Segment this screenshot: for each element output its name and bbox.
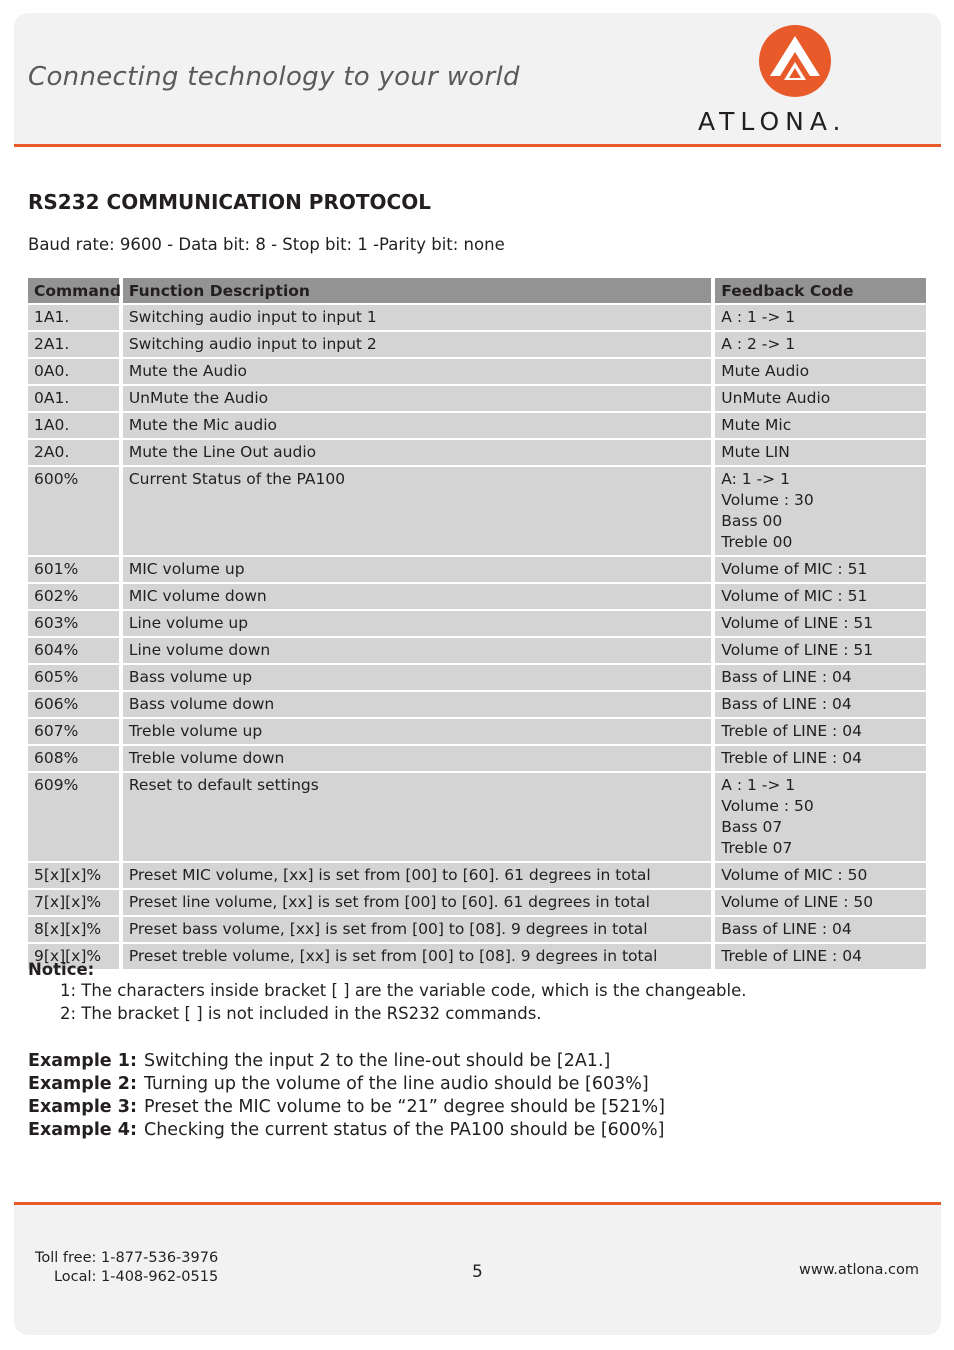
feedback-line: Volume of LINE : 51 [721, 641, 874, 659]
command-cell: 1A0. [28, 413, 119, 438]
command-cell: 607% [28, 719, 119, 744]
feedback-cell [711, 746, 926, 771]
function-cell: Line volume up [119, 611, 711, 636]
feedback-line: Volume : 30 [721, 491, 814, 509]
notice-title: Notice: [28, 960, 95, 979]
feedback-cell [711, 305, 926, 330]
feedback-cell [711, 917, 926, 942]
example-row [28, 1050, 665, 1073]
function-cell: Reset to default settings [119, 773, 711, 861]
feedback-line: A : 2 -> 1 [721, 335, 796, 353]
function-cell: Preset bass volume, [xx] is set from [00] to [08]. 9 degrees in total [119, 917, 711, 942]
command-cell: 608% [28, 746, 119, 771]
notice-block [28, 960, 747, 1025]
feedback-cell [711, 863, 926, 888]
tagline: Connecting technology to your world [28, 62, 520, 92]
table-row [28, 332, 926, 357]
function-cell: Mute the Audio [119, 359, 711, 384]
feedback-line: A: 1 -> 1 [721, 470, 790, 488]
feedback-cell [711, 584, 926, 609]
column-header-function: Function Description [119, 278, 711, 303]
table-row [28, 890, 926, 915]
command-cell: 600% [28, 467, 119, 555]
page-number: 5 [472, 1262, 483, 1282]
feedback-line: Bass of LINE : 04 [721, 668, 852, 686]
feedback-line: Treble 07 [721, 839, 793, 857]
command-cell: 5[x][x]% [28, 863, 119, 888]
function-cell: Switching audio input to input 2 [119, 332, 711, 357]
table-row [28, 917, 926, 942]
function-cell: Treble volume down [119, 746, 711, 771]
table-row [28, 557, 926, 582]
feedback-line: Volume of LINE : 50 [721, 893, 874, 911]
example-row [28, 1119, 665, 1142]
table-row [28, 611, 926, 636]
command-cell: 605% [28, 665, 119, 690]
table-row [28, 638, 926, 663]
function-cell: Bass volume up [119, 665, 711, 690]
notice-item: 1: The characters inside bracket [ ] are the variable code, which is the changeable. [60, 981, 747, 1000]
example-text: Switching the input 2 to the line-out should be [2A1.] [144, 1051, 611, 1071]
feedback-line: Volume of MIC : 51 [721, 587, 868, 605]
feedback-cell [711, 719, 926, 744]
brand-wordmark: ATLONA. [698, 107, 847, 136]
table-row [28, 584, 926, 609]
feedback-line: Treble of LINE : 04 [721, 947, 862, 965]
table-row [28, 305, 926, 330]
command-cell: 0A0. [28, 359, 119, 384]
function-cell: Preset treble volume, [xx] is set from [00] to [08]. 9 degrees in total [119, 944, 711, 969]
command-cell: 8[x][x]% [28, 917, 119, 942]
feedback-cell [711, 611, 926, 636]
example-row [28, 1073, 665, 1096]
command-cell: 1A1. [28, 305, 119, 330]
command-cell: 7[x][x]% [28, 890, 119, 915]
example-text: Checking the current status of the PA100 should be [600%] [144, 1120, 665, 1140]
atlona-logo-icon [758, 24, 832, 98]
command-cell: 601% [28, 557, 119, 582]
table-row [28, 863, 926, 888]
feedback-line: Volume : 50 [721, 797, 814, 815]
section-title: RS232 COMMUNICATION PROTOCOL [28, 190, 431, 214]
command-cell: 9[x][x]% [28, 944, 119, 969]
feedback-cell [711, 692, 926, 717]
command-cell: 604% [28, 638, 119, 663]
function-cell: Bass volume down [119, 692, 711, 717]
function-cell: Preset line volume, [xx] is set from [00] to [60]. 61 degrees in total [119, 890, 711, 915]
command-cell: 2A1. [28, 332, 119, 357]
function-cell: Line volume down [119, 638, 711, 663]
feedback-cell [711, 413, 926, 438]
feedback-line: UnMute Audio [721, 389, 831, 407]
feedback-cell [711, 890, 926, 915]
example-row [28, 1096, 665, 1119]
command-cell: 603% [28, 611, 119, 636]
feedback-line: Bass 00 [721, 512, 783, 530]
example-label: Example 3: [28, 1097, 137, 1117]
command-cell: 609% [28, 773, 119, 861]
function-cell: MIC volume up [119, 557, 711, 582]
table-row [28, 359, 926, 384]
example-text: Turning up the volume of the line audio should be [603%] [144, 1074, 649, 1094]
toll-free-number: Toll free: 1-877-536-3976 [35, 1250, 219, 1266]
table-row [28, 719, 926, 744]
table-row [28, 665, 926, 690]
feedback-line: Treble of LINE : 04 [721, 749, 862, 767]
feedback-line: A : 1 -> 1 [721, 308, 796, 326]
function-cell: Switching audio input to input 1 [119, 305, 711, 330]
table-row [28, 692, 926, 717]
command-cell: 2A0. [28, 440, 119, 465]
command-cell: 602% [28, 584, 119, 609]
feedback-cell [711, 359, 926, 384]
example-label: Example 4: [28, 1120, 137, 1140]
footer-contact [35, 1249, 218, 1287]
table-row [28, 440, 926, 465]
feedback-line: Treble 00 [721, 533, 793, 551]
function-cell: Preset MIC volume, [xx] is set from [00] to [60]. 61 degrees in total [119, 863, 711, 888]
feedback-line: A : 1 -> 1 [721, 776, 796, 794]
feedback-cell [711, 332, 926, 357]
command-cell: 0A1. [28, 386, 119, 411]
feedback-line: Bass of LINE : 04 [721, 695, 852, 713]
table-row [28, 467, 926, 555]
function-cell: Mute the Mic audio [119, 413, 711, 438]
feedback-cell [711, 467, 926, 555]
feedback-line: Bass 07 [721, 818, 783, 836]
local-number: Local: 1-408-962-0515 [53, 1269, 219, 1285]
table-row [28, 773, 926, 861]
function-cell: UnMute the Audio [119, 386, 711, 411]
table-row [28, 386, 926, 411]
protocol-table [28, 276, 926, 971]
feedback-cell [711, 638, 926, 663]
feedback-line: Mute Mic [721, 416, 792, 434]
function-cell: MIC volume down [119, 584, 711, 609]
table-row [28, 413, 926, 438]
baud-rate-line: Baud rate: 9600 - Data bit: 8 - Stop bit: 1 -Parity bit: none [28, 235, 505, 254]
table-row [28, 746, 926, 771]
function-cell: Treble volume up [119, 719, 711, 744]
feedback-cell [711, 557, 926, 582]
column-header-feedback: Feedback Code [711, 278, 926, 303]
table-header-row [28, 278, 926, 303]
examples-block [28, 1050, 665, 1142]
example-text: Preset the MIC volume to be “21” degree should be [521%] [144, 1097, 665, 1117]
feedback-cell [711, 773, 926, 861]
feedback-line: Volume of LINE : 51 [721, 614, 874, 632]
feedback-line: Mute LIN [721, 443, 790, 461]
feedback-line: Treble of LINE : 04 [721, 722, 862, 740]
feedback-cell [711, 386, 926, 411]
feedback-cell [711, 440, 926, 465]
feedback-line: Mute Audio [721, 362, 810, 380]
command-cell: 606% [28, 692, 119, 717]
feedback-cell [711, 665, 926, 690]
website-link[interactable]: www.atlona.com [799, 1262, 919, 1278]
notice-item: 2: The bracket [ ] is not included in the RS232 commands. [60, 1004, 542, 1023]
feedback-line: Bass of LINE : 04 [721, 920, 852, 938]
function-cell: Mute the Line Out audio [119, 440, 711, 465]
feedback-line: Volume of MIC : 51 [721, 560, 868, 578]
example-label: Example 1: [28, 1051, 137, 1071]
footer-divider [14, 1202, 941, 1205]
column-header-command: Command [28, 278, 119, 303]
feedback-line: Volume of MIC : 50 [721, 866, 868, 884]
function-cell: Current Status of the PA100 [119, 467, 711, 555]
example-label: Example 2: [28, 1074, 137, 1094]
